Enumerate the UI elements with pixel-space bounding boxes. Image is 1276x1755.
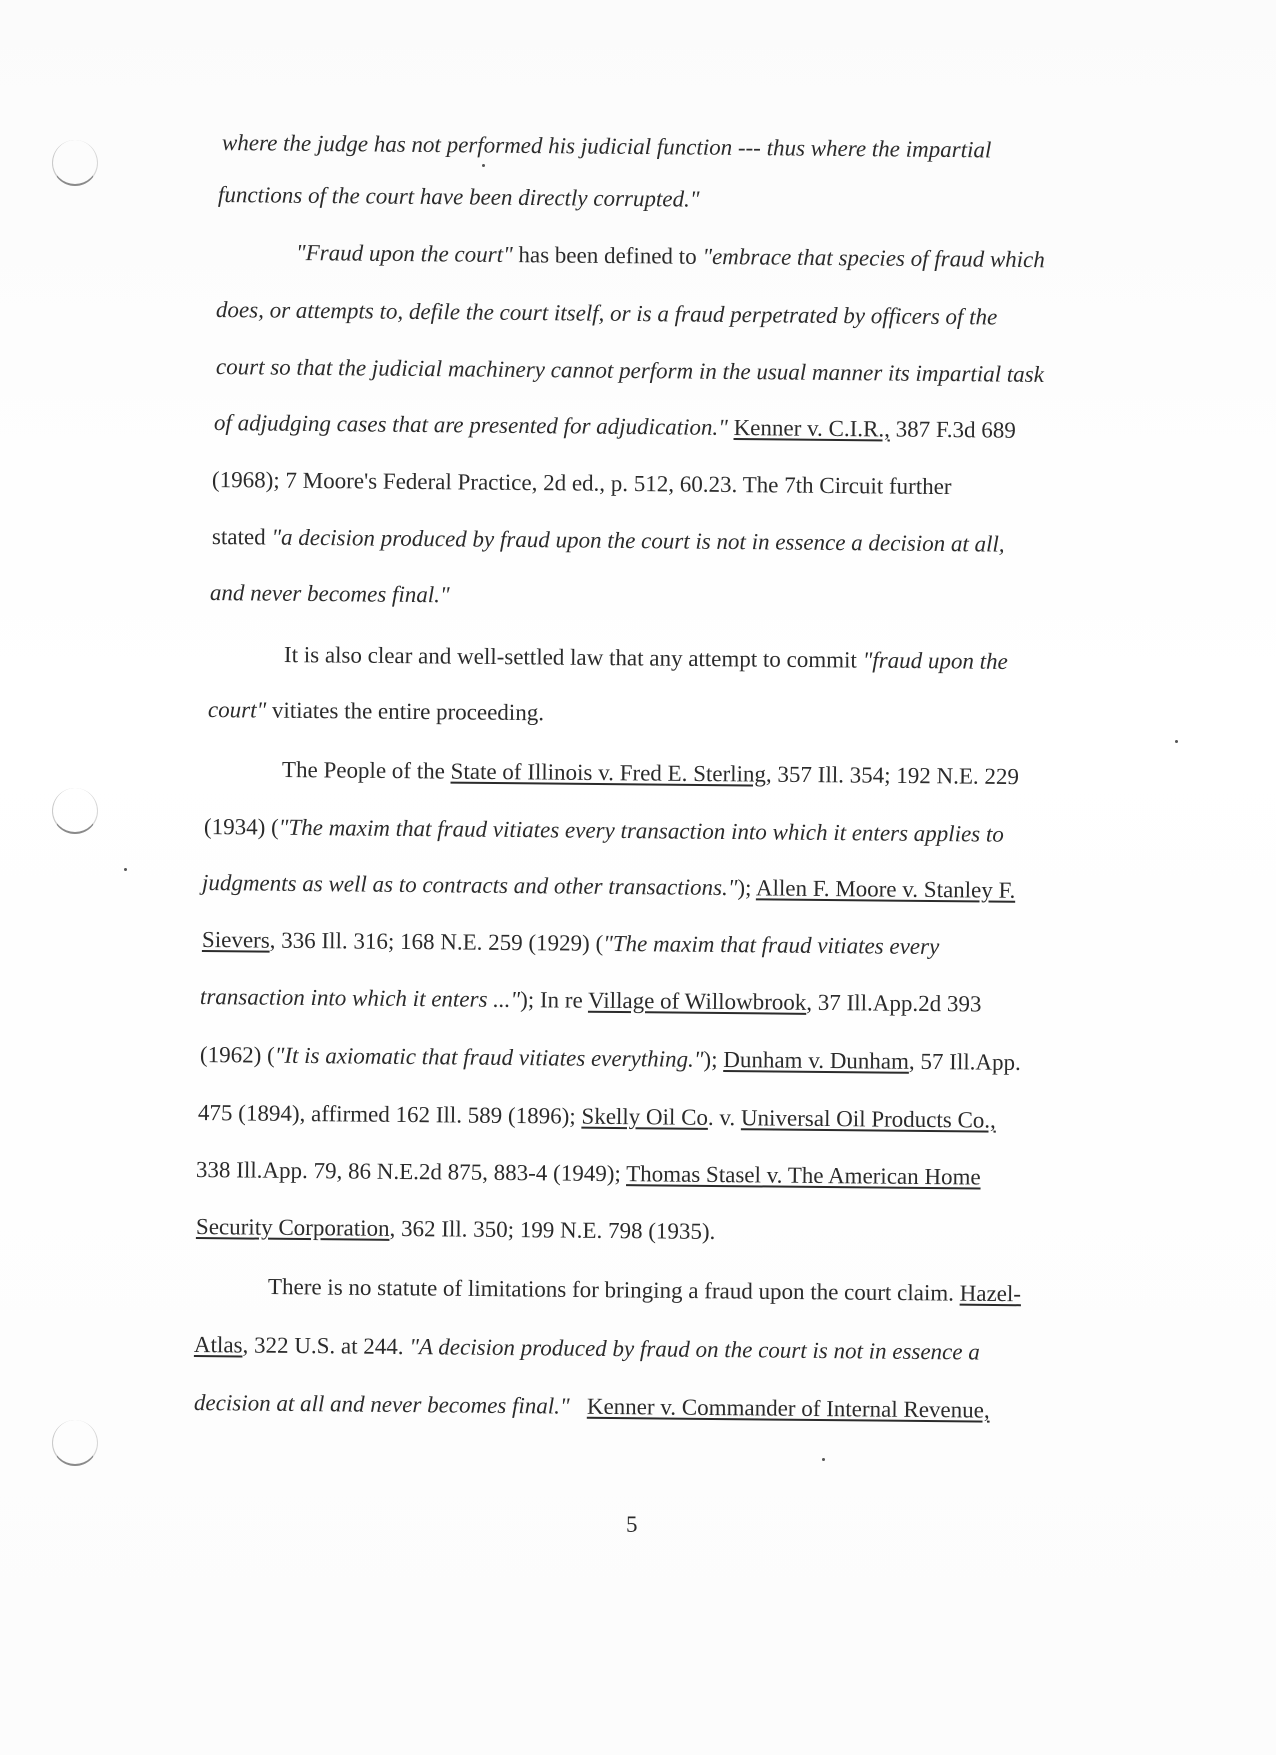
p4-line-3-quote: judgments as well as to contracts and other transactions." (201, 870, 738, 901)
p4-line-4 (202, 925, 940, 962)
p2-quote-fraud-upon-court: "Fraud upon the court" (295, 240, 513, 268)
p3-quote-fraud: "fraud upon the (862, 647, 1008, 674)
p1-line-2-text: functions of the court have been directly corrupted." (217, 182, 700, 212)
scan-speck (482, 164, 485, 167)
p2-line-7-text: and never becomes final." (209, 580, 450, 608)
p4-line-7 (198, 1098, 996, 1136)
p4-line-5-quote: transaction into which it enters ..." (199, 984, 521, 1013)
case-universal-oil: Universal Oil Products Co., (740, 1105, 997, 1133)
case-sterling: State of Illinois v. Fred E. Sterling (450, 758, 767, 787)
p5-line-1-text: There is no statute of limitations for bringing a fraud upon the court claim. (267, 1274, 960, 1306)
p4-line-8-text: 338 Ill.App. 79, 86 N.E.2d 875, 883-4 (1949); (195, 1157, 627, 1187)
case-dunham: Dunham v. Dunham (723, 1047, 910, 1074)
p3-quote-court: court" (207, 697, 267, 723)
p5-line-2 (194, 1330, 980, 1368)
scan-speck (124, 868, 127, 871)
p5-line-3 (194, 1388, 990, 1426)
p2-line-2-text: does, or attempts to, defile the court itself, or is a fraud perpetrated by officers of the (215, 297, 998, 330)
p4-line-6-sep: ); (703, 1046, 724, 1073)
p4-line-5-in-re: ); In re (520, 987, 589, 1013)
case-atlas: Atlas (193, 1332, 243, 1358)
p4-line-3-sep: ); (737, 875, 757, 901)
p2-line-6-stated: stated (211, 524, 272, 550)
case-skelly-oil: Skelly Oil Co (581, 1103, 709, 1130)
p2-line-3-text: court so that the judicial machinery cannot perform in the usual manner its impartial task (215, 354, 1045, 387)
p4-line-2 (204, 812, 1004, 850)
scan-speck (1175, 740, 1178, 743)
p3-line-2 (208, 695, 544, 728)
p1-line-1-text: where the judge has not performed his judicial function --- thus where the impartial (221, 130, 992, 163)
p3-line-2-text: vitiates the entire proceeding. (266, 697, 545, 726)
case-moore-sievers: Allen F. Moore v. Stanley F. (755, 875, 1016, 903)
p4-line-5 (200, 982, 982, 1019)
p4-line-4-cite: , 336 Ill. 316; 168 N.E. 259 (1929) ( (269, 927, 604, 956)
p2-line-6 (212, 522, 1005, 560)
p2-line-4 (214, 408, 1016, 446)
p2-quote-embrace: "embrace that species of fraud which (702, 243, 1045, 273)
p4-line-4-quote: "The maxim that fraud vitiates every (603, 930, 940, 960)
p1-line-1 (222, 128, 992, 165)
p4-line-9 (196, 1212, 716, 1247)
p2-line-4-quote: of adjudging cases that are presented for adjudication." (213, 410, 734, 440)
p2-line-5 (212, 465, 952, 502)
case-kenner-cir: Kenner v. C.I.R., (733, 414, 891, 442)
punch-hole-bottom (52, 1420, 98, 1466)
case-stasel: Thomas Stasel v. The American Home (626, 1161, 981, 1190)
case-hazel: Hazel- (959, 1280, 1022, 1307)
p4-line-7-v: . v. (707, 1104, 742, 1131)
page-number: 5 (626, 1512, 638, 1537)
scan-speck (822, 1458, 825, 1461)
punch-hole-middle (52, 788, 98, 834)
p5-line-2-quote: "A decision produced by fraud on the court is not in essence a (409, 1334, 980, 1365)
p4-line-1 (282, 755, 1019, 792)
p4-line-8 (196, 1155, 981, 1193)
p4-line-5-cite: , 37 Ill.App.2d 393 (806, 989, 982, 1017)
case-sievers: Sievers (201, 927, 270, 953)
p2-line-2 (216, 295, 998, 332)
p4-line-3 (202, 868, 1016, 906)
p4-line-1-text: The People of the (281, 757, 451, 784)
case-security-corporation: Security Corporation (195, 1214, 390, 1241)
p2-line-7 (210, 578, 450, 610)
p5-line-3-space (570, 1394, 587, 1419)
p4-line-6-year: (1962) ( (199, 1042, 275, 1068)
p2-line-5-text: (1968); 7 Moore's Federal Practice, 2d ed., p. 512, 60.23. The 7th Circuit further (211, 467, 952, 500)
p2-line-1-text: has been defined to (512, 242, 703, 269)
p2-line-4-cite: 387 F.3d 689 (889, 416, 1016, 443)
p4-line-7-text: 475 (1894), affirmed 162 Ill. 589 (1896); (197, 1100, 582, 1129)
p4-line-6 (200, 1040, 1021, 1078)
case-willowbrook: Village of Willowbrook (587, 987, 807, 1015)
p4-line-1-cite: , 357 Ill. 354; 192 N.E. 229 (765, 761, 1020, 790)
p3-line-1 (284, 640, 1008, 677)
p4-line-9-cite: , 362 Ill. 350; 199 N.E. 798 (1935). (389, 1215, 716, 1244)
p1-line-2 (218, 180, 700, 215)
p5-line-3-quote: decision at all and never becomes final." (193, 1390, 570, 1419)
p2-line-3 (216, 352, 1044, 390)
p2-line-6-quote: "a decision produced by fraud upon the court is not in essence a decision at all, (271, 524, 1005, 557)
p4-line-2-quote: "The maxim that fraud vitiates every transaction into which it enters applies to (278, 814, 1004, 847)
p4-line-2-year: (1934) ( (203, 814, 279, 840)
p2-line-1 (296, 238, 1045, 275)
p5-line-1 (268, 1272, 1021, 1309)
punch-hole-top (52, 140, 98, 186)
p4-line-6-quote: "It is axiomatic that fraud vitiates everything." (274, 1042, 704, 1072)
p5-line-2-cite: , 322 U.S. at 244. (242, 1332, 410, 1360)
p3-line-1-text: It is also clear and well-settled law that any attempt to commit (283, 642, 863, 673)
p4-line-6-cite: , 57 Ill.App. (908, 1048, 1021, 1075)
case-kenner-commander: Kenner v. Commander of Internal Revenue, (586, 1393, 990, 1423)
